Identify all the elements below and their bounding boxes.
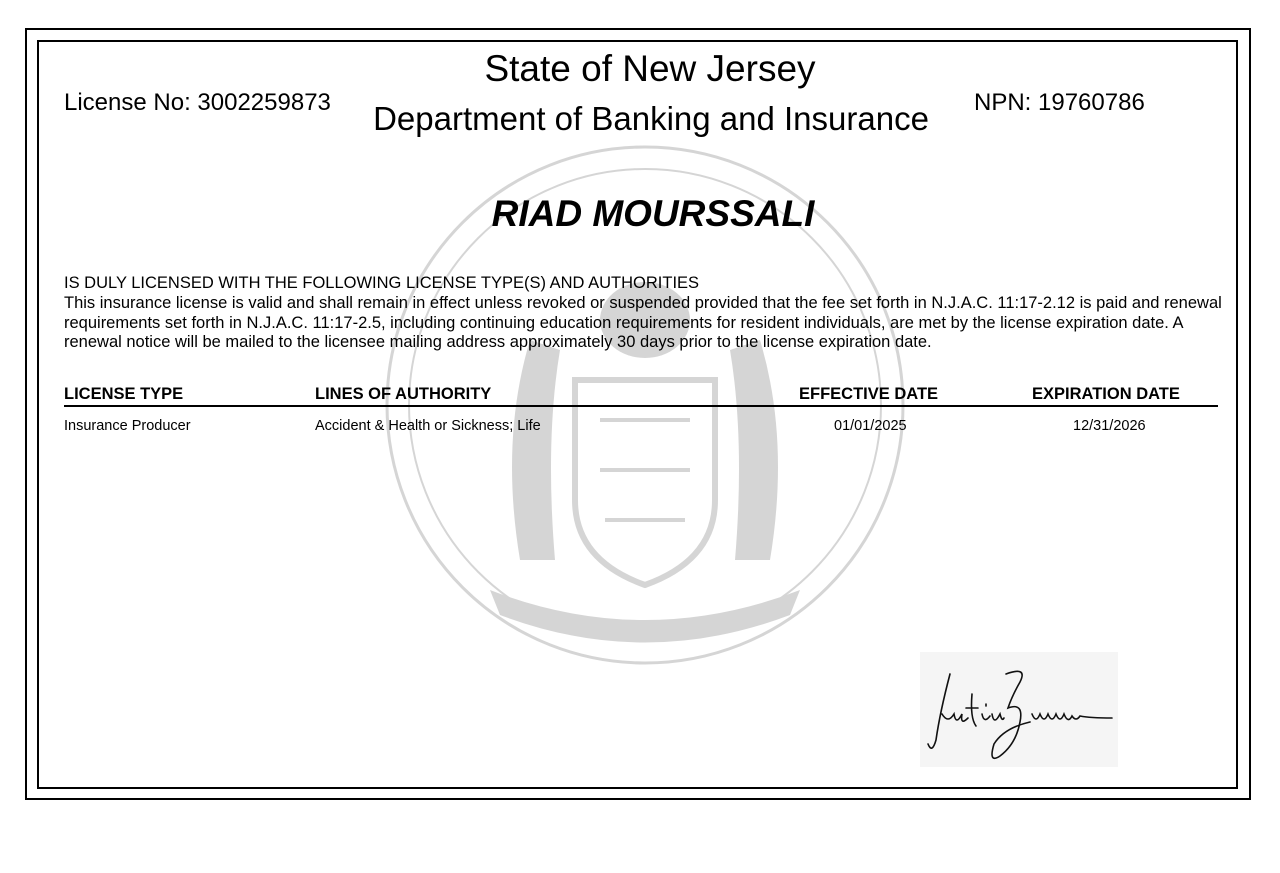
npn-number: NPN: 19760786 xyxy=(974,89,1145,116)
license-validity-text: This insurance license is valid and shall remain in effect unless revoked or suspended provided that the fee set forth in N.J.A.C. 11:17-2.12 is paid and renewal requirements set forth in N.J.A.C. 11:17-2.5, including continuing education requirements for resident individuals, are met by the license expiration date. A renewal notice will be mailed to the licensee mailing address approximately 30 days prior to the license expiration date. xyxy=(64,294,1222,351)
department-title: Department of Banking and Insurance xyxy=(373,100,929,137)
cell-lines-of-authority: Accident & Health or Sickness; Life xyxy=(315,418,541,434)
license-number: License No: 3002259873 xyxy=(64,89,331,116)
column-header-effective-date: EFFECTIVE DATE xyxy=(799,385,939,403)
state-title: State of New Jersey xyxy=(484,48,816,89)
table-header-rule xyxy=(64,405,1218,407)
cell-effective-date: 01/01/2025 xyxy=(834,418,907,434)
cell-expiration-date: 12/31/2026 xyxy=(1073,418,1146,434)
cell-license-type: Insurance Producer xyxy=(64,418,191,434)
signature-icon xyxy=(920,652,1118,767)
column-header-lines-of-authority: LINES OF AUTHORITY xyxy=(315,385,492,403)
column-header-license-type: LICENSE TYPE xyxy=(64,385,184,403)
licensee-name: RIAD MOURSSALI xyxy=(491,193,815,234)
duly-licensed-statement: IS DULY LICENSED WITH THE FOLLOWING LICENSE TYPE(S) AND AUTHORITIES xyxy=(64,274,700,292)
column-header-expiration-date: EXPIRATION DATE xyxy=(1032,385,1180,403)
